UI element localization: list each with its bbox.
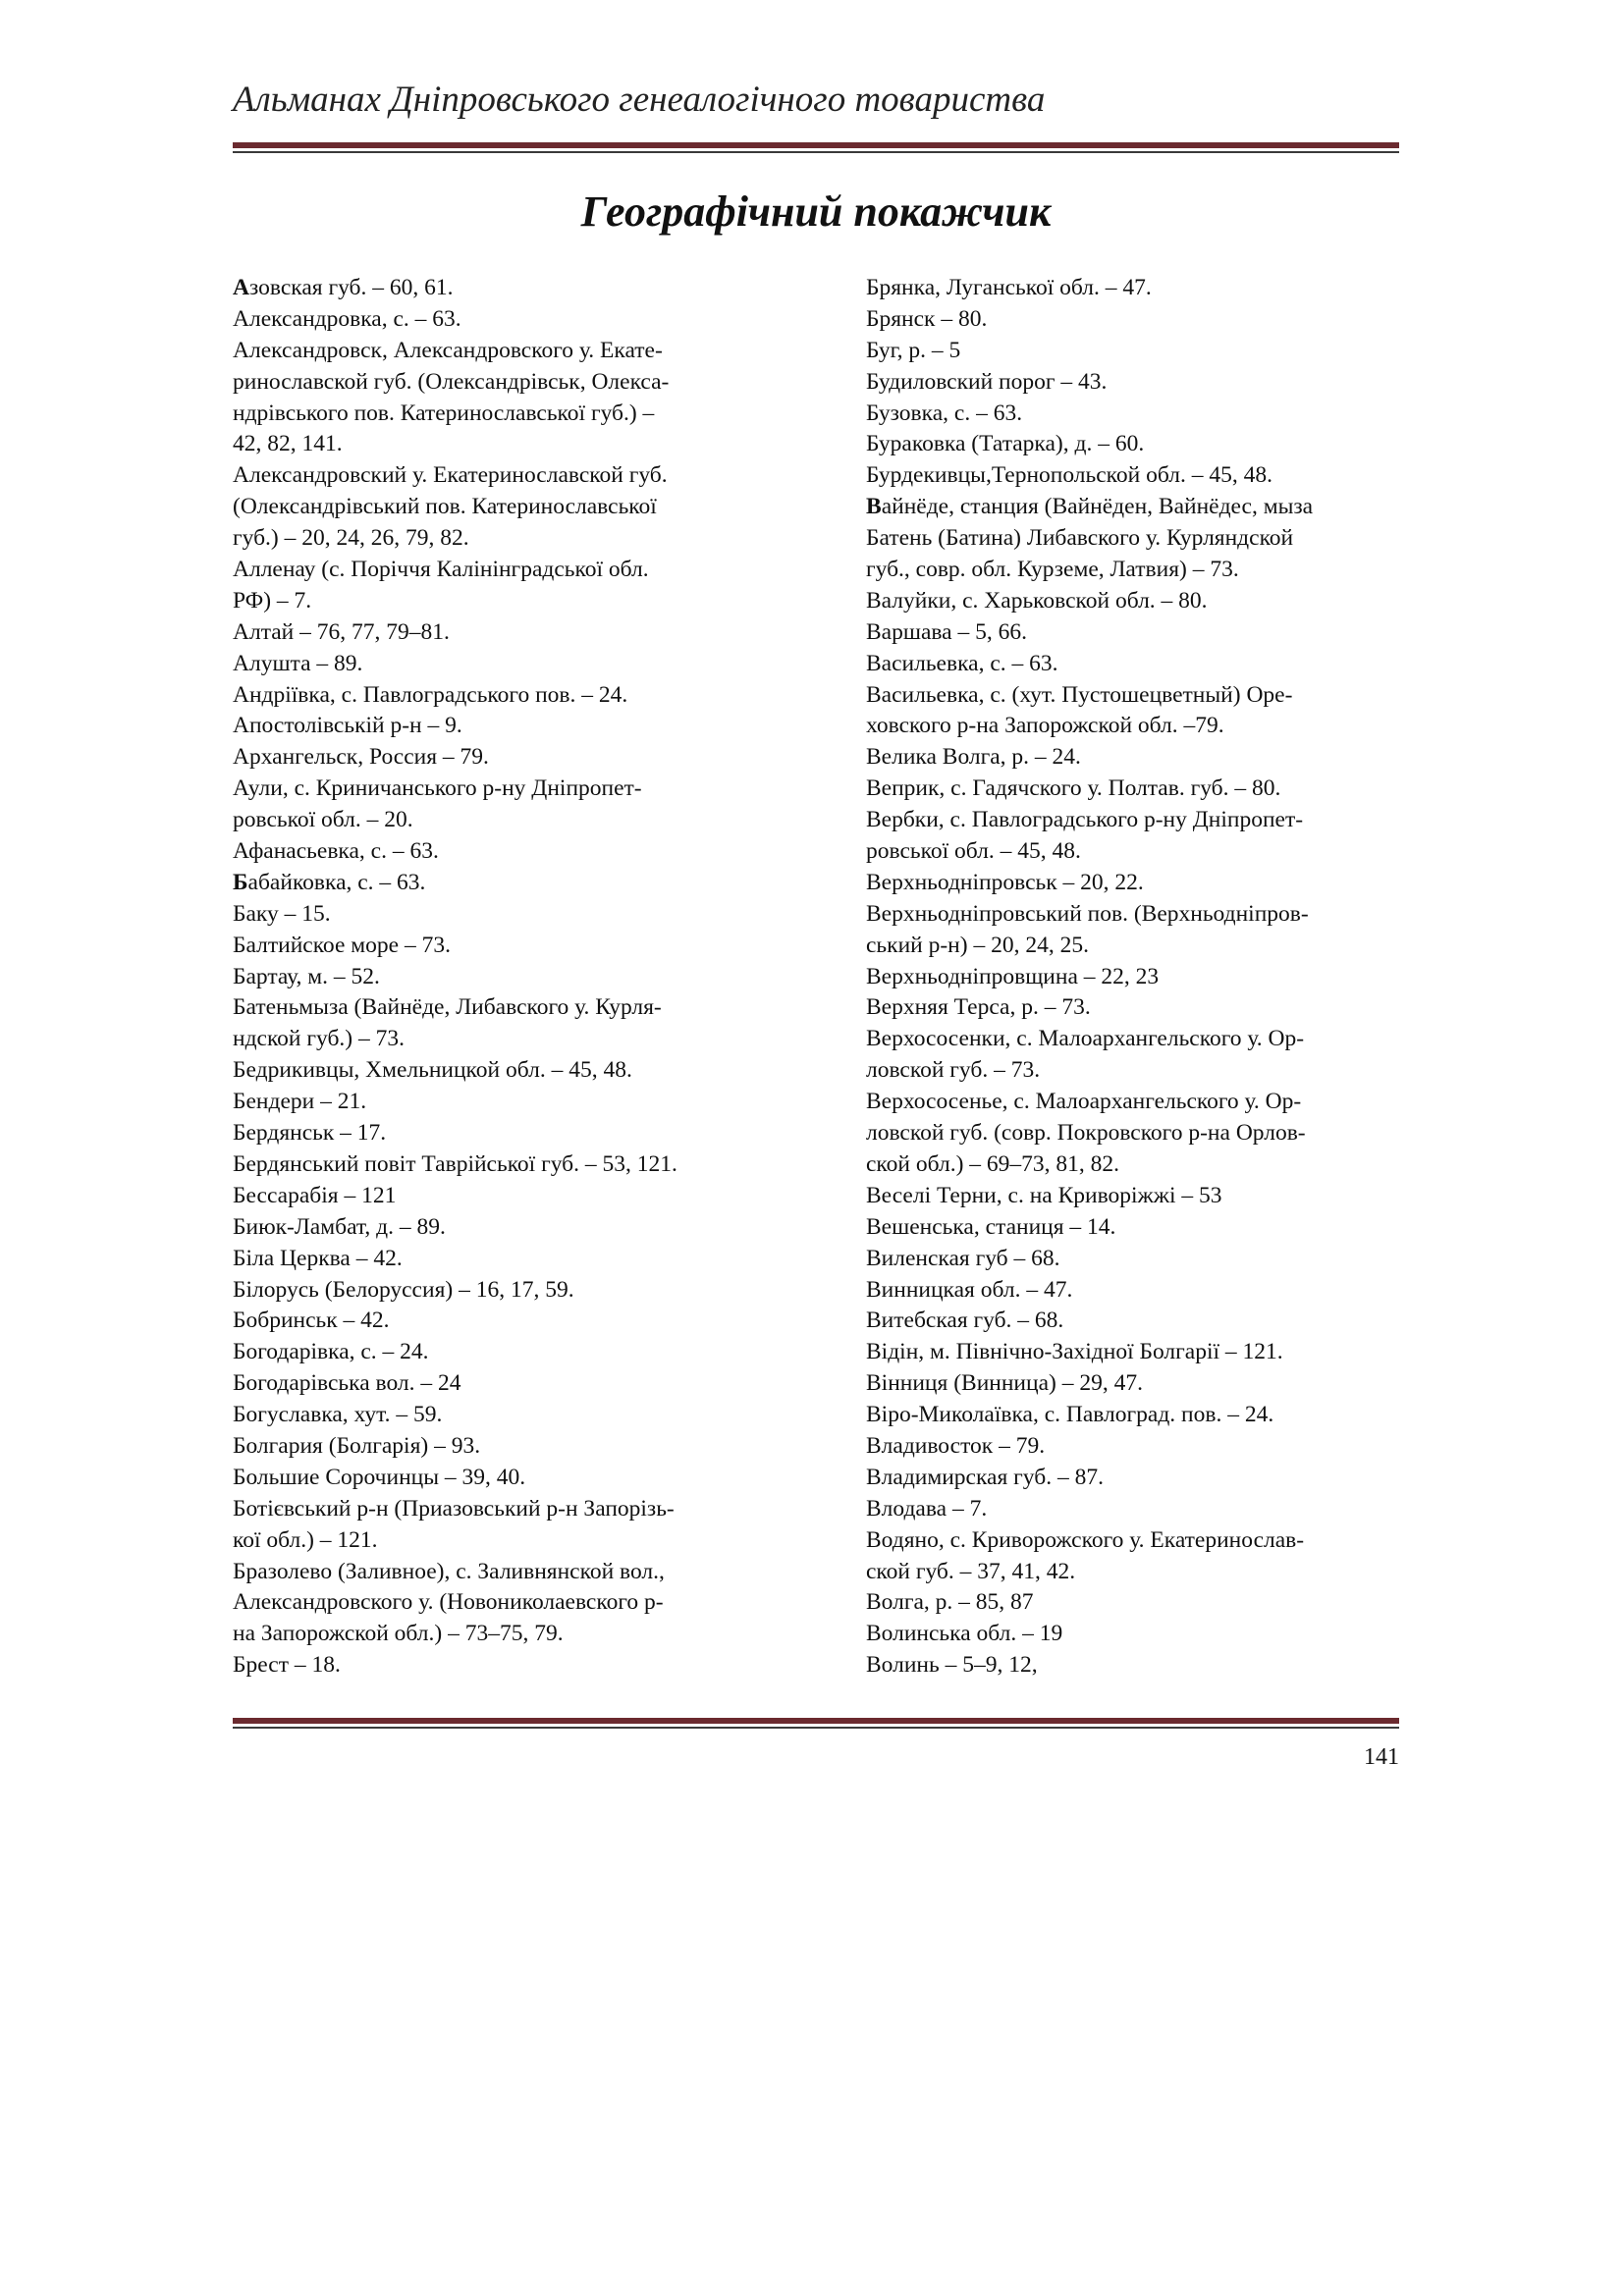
index-entry-line — [866, 711, 1416, 742]
index-entry-text: Верхньодніпровщина – 22, 23 — [866, 963, 1160, 989]
index-entry-line — [233, 336, 783, 367]
index-entry-line — [233, 962, 783, 993]
running-header: Альманах Дніпровського генеалогічного товариства — [233, 80, 1046, 120]
index-entry-text: ловской губ. (совр. Покровского р-на Орлов- — [866, 1120, 1306, 1147]
index-entry-text: абайковка, с. – 63. — [247, 869, 426, 895]
index-entry-text: Бедрикивцы, Хмельницкой обл. – 45, 48. — [233, 1057, 632, 1084]
index-entry-line — [866, 868, 1416, 899]
index-entry-line — [866, 1463, 1416, 1494]
index-entry-line — [233, 805, 783, 836]
index-entry-line — [866, 304, 1416, 336]
index-entry-line — [866, 1431, 1416, 1463]
index-entry-text: Будиловский порог – 43. — [866, 368, 1108, 395]
index-letter: Б — [233, 869, 248, 895]
index-entry-text: Верхньодніпровський пов. (Верхньодніпров- — [866, 900, 1309, 927]
index-entry-text: ской губ. – 37, 41, 42. — [866, 1558, 1076, 1584]
index-entry-text: РФ) – 7. — [233, 587, 312, 614]
index-entry-text: Бурдекивцы,Тернопольской обл. – 45, 48. — [866, 462, 1272, 489]
index-entry-text: губ., совр. обл. Курземе, Латвия) – 73. — [866, 557, 1239, 583]
index-entry-text: Веприк, с. Гадячского у. Полтав. губ. – 80. — [866, 775, 1281, 802]
page-number: 141 — [1364, 1744, 1399, 1770]
index-entry-line — [866, 1368, 1416, 1400]
index-entry-line — [233, 586, 783, 617]
index-entry-line — [866, 1337, 1416, 1368]
index-entry-line — [233, 1055, 783, 1087]
index-entry-line — [866, 1149, 1416, 1181]
index-entry-line — [866, 1619, 1416, 1650]
index-entry-text: Богодарівка, с. – 24. — [233, 1339, 429, 1365]
index-entry-line — [233, 1337, 783, 1368]
index-entry-text: Білорусь (Белоруссия) – 16, 17, 59. — [233, 1276, 574, 1303]
index-letter: В — [866, 494, 882, 520]
header-divider — [233, 142, 1399, 153]
index-entry-text: Болгария (Болгарія) – 93. — [233, 1432, 481, 1459]
index-entry-line — [233, 1181, 783, 1212]
index-entry-line — [233, 1024, 783, 1055]
index-entry-text: Віро-Миколаївка, с. Павлоград. пов. – 24. — [866, 1402, 1274, 1428]
index-entry-line — [233, 399, 783, 430]
index-entry-line — [866, 586, 1416, 617]
index-entry-line — [233, 1087, 783, 1118]
index-entry-line — [866, 805, 1416, 836]
index-entry-text: 42, 82, 141. — [233, 431, 343, 457]
index-entry-text: Брянск – 80. — [866, 305, 988, 332]
index-entry-text: Варшава – 5, 66. — [866, 618, 1027, 645]
index-entry-line — [233, 931, 783, 962]
index-entry-text: ндрівського пов. Катеринославської губ.) – — [233, 400, 655, 426]
index-entry-line — [866, 962, 1416, 993]
index-entry-text: Верхняя Терса, р. – 73. — [866, 994, 1091, 1021]
index-entry-line — [233, 711, 783, 742]
index-entry-text: ндской губ.) – 73. — [233, 1026, 405, 1052]
index-entry-text: Васильевка, с. – 63. — [866, 650, 1058, 676]
index-entry-text: Велика Волга, р. – 24. — [866, 744, 1081, 771]
index-entry-line — [866, 1557, 1416, 1588]
index-entry-text: Волга, р. – 85, 87 — [866, 1589, 1034, 1616]
index-entry-text: Васильевка, с. (хут. Пустошецветный) Оре- — [866, 681, 1293, 708]
index-entry-text: Биюк-Ламбат, д. – 89. — [233, 1213, 446, 1240]
index-entry-text: Алушта – 89. — [233, 650, 363, 676]
index-entry-line — [233, 1275, 783, 1307]
index-entry-text: ловской губ. – 73. — [866, 1057, 1041, 1084]
index-entry-text: Алленау (с. Поріччя Калінінградської обл. — [233, 557, 649, 583]
index-entry-text: Бендери – 21. — [233, 1089, 367, 1115]
index-entry-line — [233, 836, 783, 868]
index-entry-text: Александровка, с. – 63. — [233, 305, 461, 332]
index-entry-line — [866, 523, 1416, 555]
index-entry-line — [233, 649, 783, 680]
index-entry-line — [866, 992, 1416, 1024]
index-entry-line — [233, 1118, 783, 1149]
index-entry-line — [233, 460, 783, 492]
index-entry-text: Богуславка, хут. – 59. — [233, 1402, 443, 1428]
index-entry-text: Вінниця (Винница) – 29, 47. — [866, 1370, 1143, 1397]
index-entry-line — [866, 899, 1416, 931]
index-entry-text: Батеньмыза (Вайнёде, Либавского у. Курля- — [233, 994, 662, 1021]
index-entry-text: кої обл.) – 121. — [233, 1526, 378, 1553]
index-entry-text: зовская губ. – 60, 61. — [248, 275, 454, 300]
index-entry-text: Влодава – 7. — [866, 1495, 988, 1522]
index-entry-text: Балтийское море – 73. — [233, 932, 451, 958]
index-entry-text: Бердянський повіт Таврійської губ. – 53, 121. — [233, 1150, 677, 1177]
index-entry-text: ровської обл. – 20. — [233, 807, 413, 833]
index-entry-text: Веселі Терни, с. на Криворіжжі – 53 — [866, 1182, 1222, 1208]
index-entry-text: Богодарівська вол. – 24 — [233, 1370, 461, 1397]
index-entry-line — [866, 1525, 1416, 1557]
index-entry-line — [233, 429, 783, 460]
index-entry-line — [866, 1275, 1416, 1307]
index-column-left — [233, 273, 783, 1682]
index-entry-line — [866, 1306, 1416, 1337]
index-entry-text: Відін, м. Північно-Західної Болгарії – 121. — [866, 1339, 1283, 1365]
index-entry-text: Вешенська, станиця – 14. — [866, 1213, 1116, 1240]
index-entry-text: Архангельск, Россия – 79. — [233, 744, 489, 771]
index-entry-text: Александровск, Александровского у. Екате- — [233, 337, 663, 363]
index-entry-line — [233, 868, 783, 899]
index-entry-line — [866, 1055, 1416, 1087]
index-entry-text: Винницкая обл. – 47. — [866, 1276, 1073, 1303]
index-entry-line — [866, 742, 1416, 774]
index-entry-text: Верхньодніпровськ – 20, 22. — [866, 869, 1144, 895]
index-entry-text: Брест – 18. — [233, 1652, 341, 1679]
index-entry-line — [866, 1181, 1416, 1212]
footer-divider — [233, 1718, 1399, 1729]
index-entry-line — [233, 742, 783, 774]
index-entry-line — [233, 1619, 783, 1650]
index-entry-text: ський р-н) – 20, 24, 25. — [866, 932, 1089, 958]
index-entry-line — [866, 1212, 1416, 1244]
index-entry-line — [866, 1118, 1416, 1149]
index-entry-text: Верхососенье, с. Малоархангельского у. Ор- — [866, 1089, 1302, 1115]
index-entry-line — [866, 1087, 1416, 1118]
index-entry-line — [233, 492, 783, 523]
index-entry-line — [866, 774, 1416, 805]
index-entry-line — [866, 336, 1416, 367]
index-entry-text: Виленская губ – 68. — [866, 1245, 1060, 1271]
index-entry-line — [866, 649, 1416, 680]
index-entry-line — [233, 899, 783, 931]
index-entry-line — [866, 273, 1416, 304]
index-entry-text: Апостолівській р-н – 9. — [233, 713, 462, 739]
index-entry-text: Аули, с. Криничанського р-ну Дніпропет- — [233, 775, 642, 802]
index-entry-line — [233, 774, 783, 805]
index-entry-line — [866, 1650, 1416, 1682]
index-entry-line — [233, 1149, 783, 1181]
index-entry-line — [866, 617, 1416, 649]
index-entry-text: Бартау, м. – 52. — [233, 963, 380, 989]
index-entry-line — [233, 304, 783, 336]
index-entry-line — [866, 555, 1416, 586]
index-entry-text: Владимирская губ. – 87. — [866, 1464, 1104, 1490]
index-entry-line — [233, 367, 783, 399]
index-entry-text: ровської обл. – 45, 48. — [866, 838, 1081, 865]
index-entry-text: Бессарабія – 121 — [233, 1182, 397, 1208]
index-column-right — [866, 273, 1416, 1682]
index-entry-line — [233, 1368, 783, 1400]
index-entry-text: Бузовка, с. – 63. — [866, 400, 1023, 426]
index-entry-text: на Запорожской обл.) – 73–75, 79. — [233, 1621, 564, 1647]
index-entry-line — [866, 492, 1416, 523]
index-entry-text: Вербки, с. Павлоградського р-ну Дніпропет- — [866, 807, 1304, 833]
index-entry-line — [233, 1431, 783, 1463]
index-entry-text: губ.) – 20, 24, 26, 79, 82. — [233, 525, 469, 552]
index-entry-text: Біла Церква – 42. — [233, 1245, 403, 1271]
index-entry-line — [866, 429, 1416, 460]
index-entry-text: Батень (Батина) Либавского у. Курляндской — [866, 525, 1294, 552]
index-entry-line — [866, 399, 1416, 430]
index-entry-line — [233, 1244, 783, 1275]
index-entry-line — [233, 617, 783, 649]
index-entry-line — [233, 1463, 783, 1494]
index-entry-line — [233, 1557, 783, 1588]
index-entry-line — [866, 367, 1416, 399]
index-entry-line — [233, 1306, 783, 1337]
index-entry-text: ской обл.) – 69–73, 81, 82. — [866, 1150, 1120, 1177]
index-entry-line — [233, 1650, 783, 1682]
index-entry-line — [233, 1400, 783, 1431]
index-entry-line — [866, 460, 1416, 492]
index-entry-text: ховского р-на Запорожской обл. –79. — [866, 713, 1224, 739]
index-entry-line — [866, 836, 1416, 868]
index-entry-line — [233, 680, 783, 712]
index-entry-line — [866, 1244, 1416, 1275]
index-entry-line — [233, 1525, 783, 1557]
index-entry-line — [233, 523, 783, 555]
index-entry-text: Буг, р. – 5 — [866, 337, 961, 363]
index-entry-line — [866, 1400, 1416, 1431]
index-entry-text: Андріївка, с. Павлоградського пов. – 24. — [233, 681, 628, 708]
index-entry-text: Валуйки, с. Харьковской обл. – 80. — [866, 587, 1208, 614]
index-entry-text: Верхососенки, с. Малоархангельского у. Ор- — [866, 1026, 1305, 1052]
index-entry-text: Волинь – 5–9, 12, — [866, 1652, 1038, 1679]
index-entry-line — [866, 1494, 1416, 1525]
index-entry-line — [866, 931, 1416, 962]
index-entry-line — [866, 1587, 1416, 1619]
index-entry-text: Александровского у. (Новониколаевского р- — [233, 1589, 664, 1616]
index-entry-text: ринославской губ. (Олександрівськ, Олекса- — [233, 368, 670, 395]
index-entry-line — [233, 1212, 783, 1244]
index-entry-text: Большие Сорочинцы – 39, 40. — [233, 1464, 526, 1490]
section-title: Географічний покажчик — [580, 187, 1052, 236]
index-entry-text: Витебская губ. – 68. — [866, 1308, 1064, 1334]
index-entry-text: Водяно, с. Криворожского у. Екатеринослав- — [866, 1526, 1305, 1553]
index-entry-line — [866, 1024, 1416, 1055]
index-letter: А — [233, 275, 249, 300]
index-entry-line — [233, 1494, 783, 1525]
index-entry-line — [233, 555, 783, 586]
index-entry-text: Алтай – 76, 77, 79–81. — [233, 618, 450, 645]
index-entry-text: Брянка, Луганської обл. – 47. — [866, 275, 1152, 300]
index-entry-text: (Олександрівський пов. Катеринославської — [233, 494, 657, 520]
index-entry-text: Бураковка (Татарка), д. – 60. — [866, 431, 1145, 457]
index-entry-text: Волинська обл. – 19 — [866, 1621, 1063, 1647]
index-entry-text: Владивосток – 79. — [866, 1432, 1046, 1459]
index-entry-line — [233, 273, 783, 304]
index-entry-text: Ботієвський р-н (Приазовський р-н Запорізь- — [233, 1495, 675, 1522]
index-entry-text: айнёде, станция (Вайнёден, Вайнёдес, мыза — [881, 494, 1314, 520]
index-entry-text: Баку – 15. — [233, 900, 331, 927]
index-entry-text: Бразолево (Заливное), с. Заливнянской вол., — [233, 1558, 665, 1584]
index-entry-text: Бобринськ – 42. — [233, 1308, 390, 1334]
index-entry-line — [233, 1587, 783, 1619]
index-entry-line — [233, 992, 783, 1024]
index-entry-text: Бердянськ – 17. — [233, 1120, 387, 1147]
index-entry-line — [866, 680, 1416, 712]
index-entry-text: Александровский у. Екатеринославской губ. — [233, 462, 668, 489]
index-entry-text: Афанасьевка, с. – 63. — [233, 838, 439, 865]
